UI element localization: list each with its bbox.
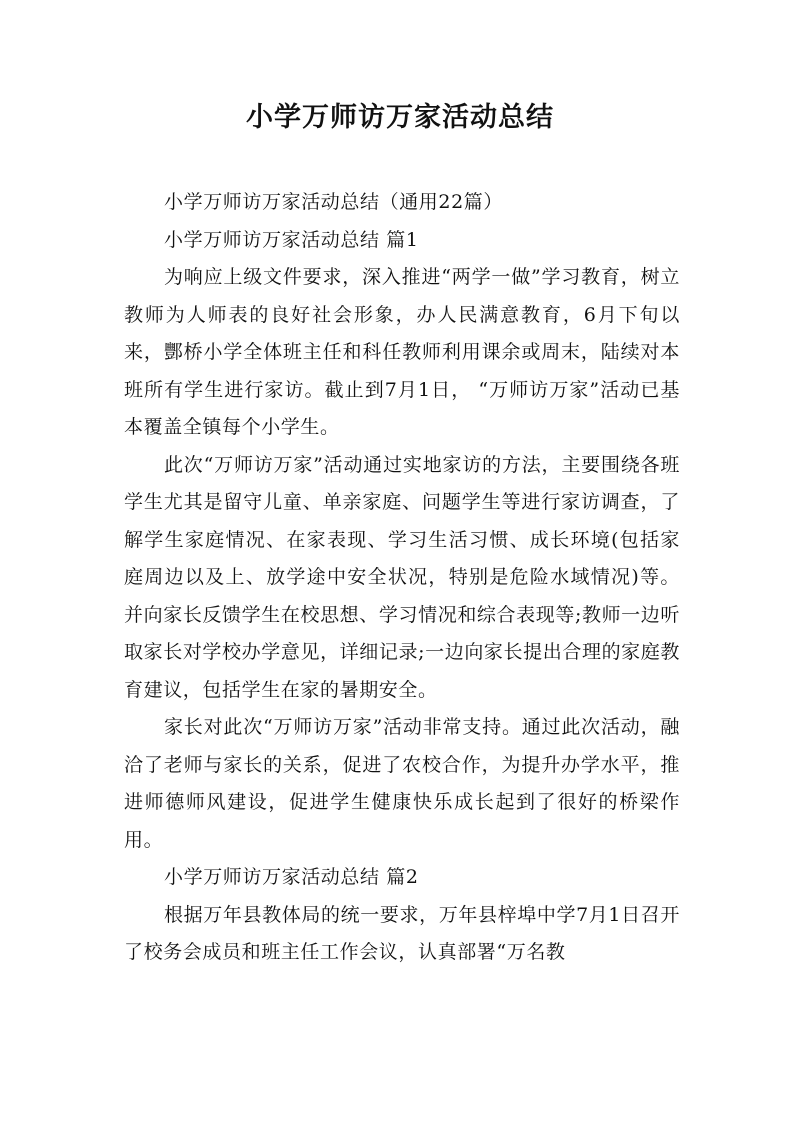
body-paragraph: 此次“万师访万家”活动通过实地家访的方法，主要围绕各班学生尤其是留守儿童、单亲家庭、问题学生等进行家访调查，了解学生家庭情况、在家表现、学习生活习惯、成长环境(包括家庭周边以及上、放学途中安全状况，特别是危险水域情况)等。并向家长反馈学生在校思想、学习情况和综合表现等;教师一边听取家长对学校办学意见，详细记录;一边向家长提出合理的家庭教育建议，包括学生在家的暑期安全。	[124, 453, 680, 701]
document-body	[124, 184, 680, 972]
document-title: 小学万师访万家活动总结	[246, 102, 554, 133]
body-paragraph: 家长对此次“万师访万家”活动非常支持。通过此次活动，融洽了老师与家长的关系，促进了农校合作，为提升办学水平，推进师德师风建设，促进学生健康快乐成长起到了很好的桥梁作用。	[124, 716, 680, 851]
section-heading-2: 小学万师访万家活动总结 篇2	[164, 866, 419, 888]
body-paragraph: 根据万年县教体局的统一要求，万年县梓埠中学7月1日召开了校务会成员和班主任工作会议，认真部署“万名教	[124, 903, 680, 963]
subtitle-paragraph: 小学万师访万家活动总结（通用22篇）	[164, 191, 503, 213]
body-paragraph: 为响应上级文件要求，深入推进“两学一做”学习教育，树立教师为人师表的良好社会形象，办人民满意教育，6月下旬以来，酆桥小学全体班主任和科任教师利用课余或周末，陆续对本班所有学生进行家访。截止到7月1日， “万师访万家”活动已基本覆盖全镇每个小学生。	[124, 266, 680, 438]
section-heading-1: 小学万师访万家活动总结 篇1	[164, 228, 419, 251]
